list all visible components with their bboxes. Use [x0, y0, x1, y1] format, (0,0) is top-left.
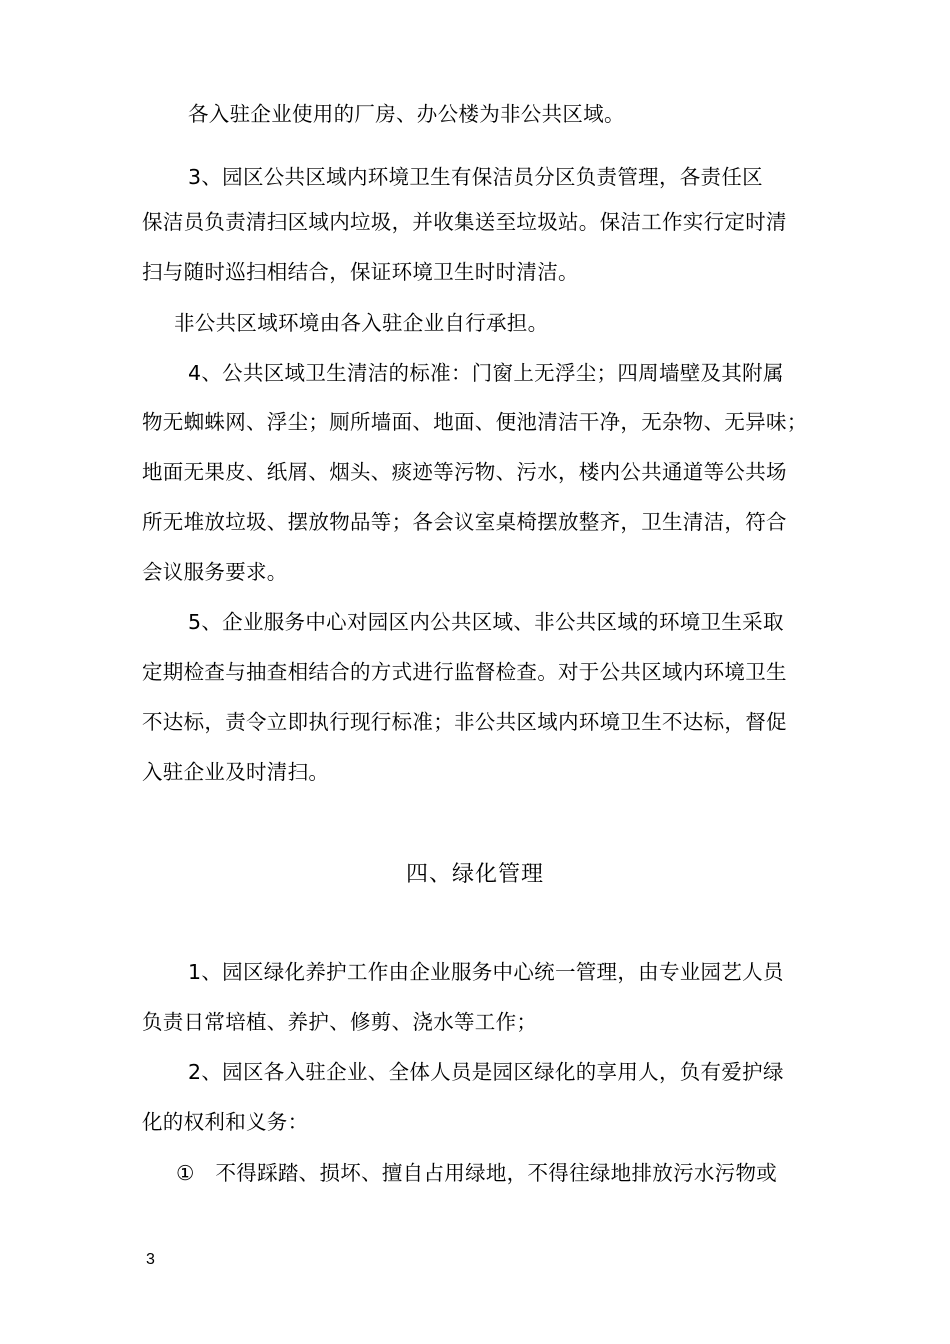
list-item: ① 不得踩踏、损坏、擅自占用绿地，不得往绿地排放污水污物或: [176, 1161, 778, 1185]
paragraph-line: 4、公共区域卫生清洁的标准：门窗上无浮尘；四周墙壁及其附属: [188, 361, 784, 385]
paragraph-line: 会议服务要求。: [142, 560, 288, 584]
page-number: 3: [146, 1251, 155, 1268]
paragraph-line: 保洁员负责清扫区域内垃圾，并收集送至垃圾站。保洁工作实行定时清: [142, 210, 787, 234]
paragraph-line: 非公共区域环境由各入驻企业自行承担。: [174, 311, 549, 335]
paragraph-line: 5、企业服务中心对园区内公共区域、非公共区域的环境卫生采取: [188, 610, 784, 634]
paragraph-line: 不达标，责令立即执行现行标准；非公共区域内环境卫生不达标，督促: [142, 710, 787, 734]
paragraph-line: 扫与随时巡扫相结合，保证环境卫生时时清洁。: [142, 260, 579, 284]
paragraph-line: 所无堆放垃圾、摆放物品等；各会议室桌椅摆放整齐，卫生清洁，符合: [142, 510, 787, 534]
section-heading: 四、绿化管理: [405, 862, 544, 887]
paragraph-line: 物无蜘蛛网、浮尘；厕所墙面、地面、便池清洁干净，无杂物、无异味；: [142, 410, 808, 434]
paragraph-line: 化的权利和义务：: [142, 1110, 309, 1134]
paragraph-line: 定期检查与抽查相结合的方式进行监督检查。对于公共区域内环境卫生: [142, 660, 787, 684]
paragraph-line: 1、园区绿化养护工作由企业服务中心统一管理，由专业园艺人员: [188, 960, 784, 984]
paragraph-line: 负责日常培植、养护、修剪、浇水等工作；: [142, 1010, 538, 1034]
paragraph-line: 各入驻企业使用的厂房、办公楼为非公共区域。: [188, 102, 625, 126]
paragraph-line: 地面无果皮、纸屑、烟头、痰迹等污物、污水，楼内公共通道等公共场: [142, 460, 787, 484]
paragraph-line: 入驻企业及时清扫。: [142, 760, 330, 784]
paragraph-line: 3、园区公共区域内环境卫生有保洁员分区负责管理，各责任区: [188, 165, 763, 189]
paragraph-line: 2、园区各入驻企业、全体人员是园区绿化的享用人，负有爱护绿: [188, 1060, 784, 1084]
